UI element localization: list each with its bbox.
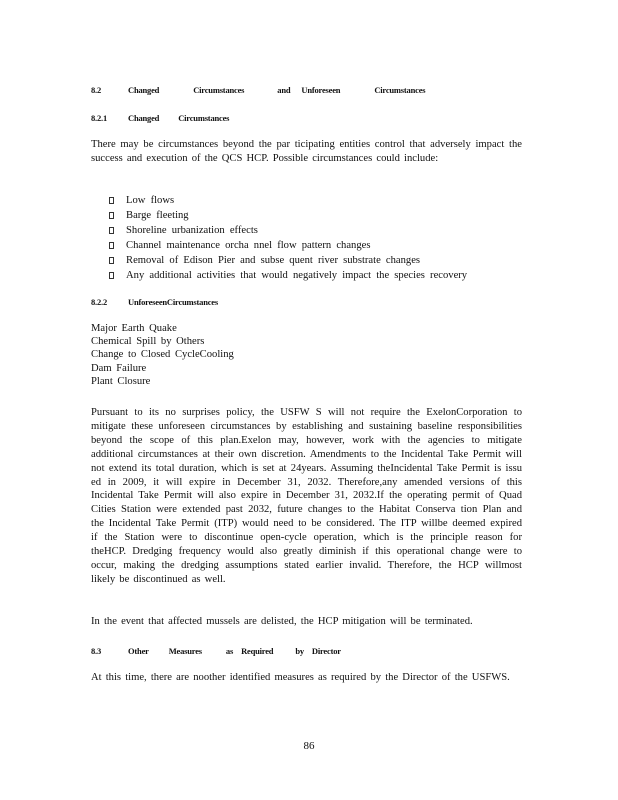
page-number: 86 — [303, 740, 315, 752]
list-item: Low flows — [109, 194, 467, 209]
heading-word: as — [225, 646, 234, 656]
section-number: 8.2.1 — [91, 113, 108, 123]
section-heading-8-2 — [91, 83, 531, 97]
heading-word: Required — [241, 646, 274, 656]
section-number: 8.2 — [91, 85, 102, 95]
delisting-paragraph: In the event that affected mussels are delisted, the HCP mitigation will be terminated. — [91, 616, 473, 627]
heading-word: Measures — [168, 646, 202, 656]
section-number: 8.2.2 — [91, 297, 108, 307]
bullet-box-icon — [109, 212, 114, 219]
heading-word: Other — [128, 646, 149, 656]
list-item: Plant Closure — [91, 375, 151, 387]
changed-circumstances-paragraph: There may be circumstances beyond the par ticipating entities control that adversely impact the success and execution of the QCS HCP. Possible circumstances could include: — [91, 139, 522, 164]
list-item: Removal of Edison Pier and subse quent river substrate changes — [109, 254, 467, 269]
section-heading-8-3 — [91, 644, 531, 658]
heading-word: Unforeseen — [301, 85, 341, 95]
heading-word: Circumstances — [178, 113, 230, 123]
unforeseen-circumstances-list — [91, 322, 234, 388]
list-item: Any additional activities that would negatively impact the species recovery — [109, 269, 467, 284]
bullet-box-icon — [109, 242, 114, 249]
list-item: Chemical Spill by Others — [91, 336, 205, 348]
other-measures-paragraph: At this time, there are noother identified measures as required by the Director of the USFWS. — [91, 672, 510, 683]
bullet-box-icon — [109, 227, 114, 234]
list-item: Dam Failure — [91, 362, 147, 374]
bullet-box-icon — [109, 272, 114, 279]
section-heading-8-2-2 — [91, 295, 531, 309]
heading-word: Director — [311, 646, 341, 656]
pursuant-paragraph: Pursuant to its no surprises policy, the USFW S will not require the ExelonCorporation to mitigate these unforeseen circumstances by establishing and sustaining baseline responsibilities beyond the scope of this plan.Exelon may, however, work with the agencies to mitigate additional circumstances at their own discretion. Amendments to the Incidental Take Permit will not extend its total duration, which is set at 24years. Assuming theIncidental Take Permit is issu ed in 2009, it will expire in December 31, 2032. Therefore,any amended versions of this Incidental Take Permit will also expire in December 31, 2032.If the operating permit of Quad Cities Station were extended past 2032, future changes to the Habitat Conserva tion Plan and the Incidental Take Permit (ITP) would need to be considered. The ITP willbe deemed expired if the Station were to discontinue open-cycle operation, which is the principle reason for theHCP. Dredging frequency would also greatly diminish if this operational change were to occur, making the dredging assumptions stated earlier invalid. Therefore, the HCP willmost likely be discontinued as well. — [91, 407, 522, 585]
heading-word: Changed — [128, 113, 160, 123]
heading-word: and — [277, 85, 291, 95]
list-item: Channel maintenance orcha nnel flow pattern changes — [109, 239, 467, 254]
list-item: Shoreline urbanization effects — [109, 224, 467, 239]
list-item: Change to Closed CycleCooling — [91, 349, 234, 361]
heading-word: UnforeseenCircumstances — [128, 297, 218, 307]
heading-word: Circumstances — [193, 85, 245, 95]
bullet-box-icon — [109, 197, 114, 204]
heading-word: Circumstances — [374, 85, 426, 95]
section-heading-8-2-1 — [91, 111, 531, 125]
changed-circumstances-list — [109, 194, 467, 283]
list-item: Major Earth Quake — [91, 323, 177, 334]
section-number: 8.3 — [91, 646, 102, 656]
heading-word: Changed — [128, 85, 160, 95]
heading-word: by — [295, 646, 304, 656]
bullet-box-icon — [109, 257, 114, 264]
list-item: Barge fleeting — [109, 209, 467, 224]
